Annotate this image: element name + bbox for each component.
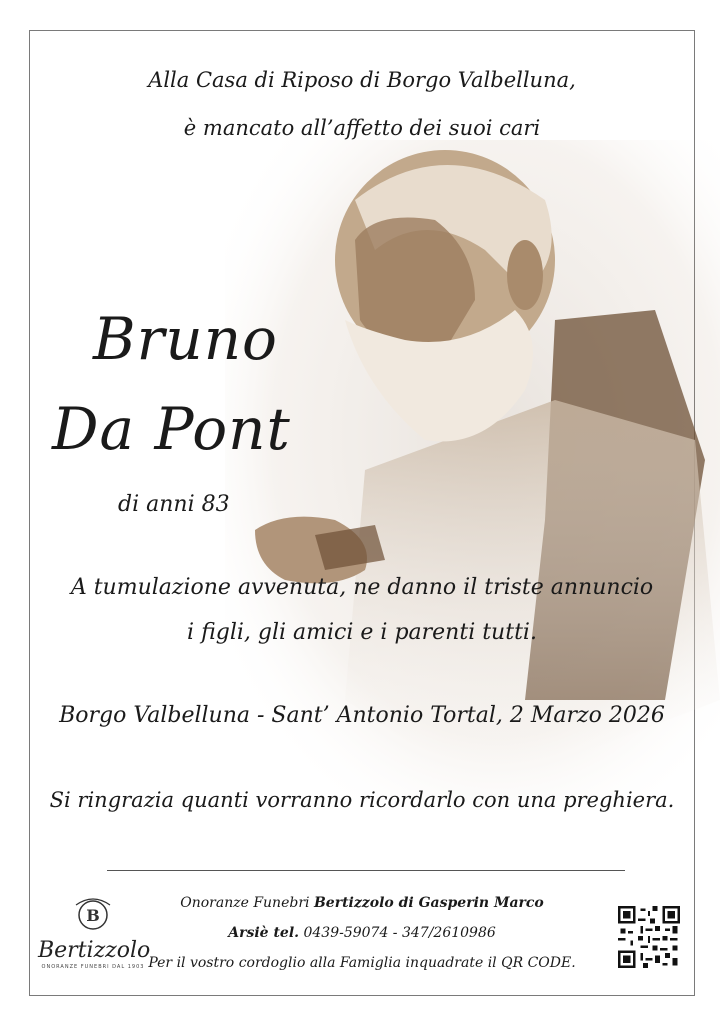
phone-line (0, 925, 724, 941)
place-and-date: Borgo Valbelluna - Sant’ Antonio Tortal, 2 Marzo 2026 (59, 703, 665, 728)
announcement-line-2: i figli, gli amici e i parenti tutti. (187, 620, 537, 645)
agency-name: Bertizzolo di Gasperin Marco (313, 895, 544, 911)
deceased-last-name: Da Pont (52, 395, 291, 463)
header-line-2: è mancato all’affetto dei suoi cari (183, 116, 541, 140)
agency-line (0, 895, 724, 911)
portrait-photo (225, 140, 720, 800)
agency-prefix: Onoranze Funebri (180, 895, 314, 911)
qr-code[interactable] (618, 906, 680, 968)
deceased-age: di anni 83 (118, 492, 230, 517)
deceased-first-name: Bruno (93, 305, 278, 373)
phone-numbers: 0439-59074 - 347/2610986 (299, 925, 496, 941)
qr-note: Per il vostro cordoglio alla Famiglia inquadrate il QR CODE. (148, 955, 576, 971)
svg-text:B: B (86, 906, 100, 925)
divider (107, 870, 625, 871)
logo-name: Bertizzolo (38, 938, 151, 963)
announcement-line-1: A tumulazione avvenuta, ne danno il triste annuncio (70, 575, 654, 600)
thanks-line: Si ringrazia quanti vorranno ricordarlo con una preghiera. (49, 788, 675, 812)
logo-tagline: ONORANZE FUNEBRI DAL 1903 (41, 964, 145, 970)
header-line-1: Alla Casa di Riposo di Borgo Valbelluna, (148, 68, 576, 92)
phone-label: Arsiè tel. (228, 925, 300, 941)
